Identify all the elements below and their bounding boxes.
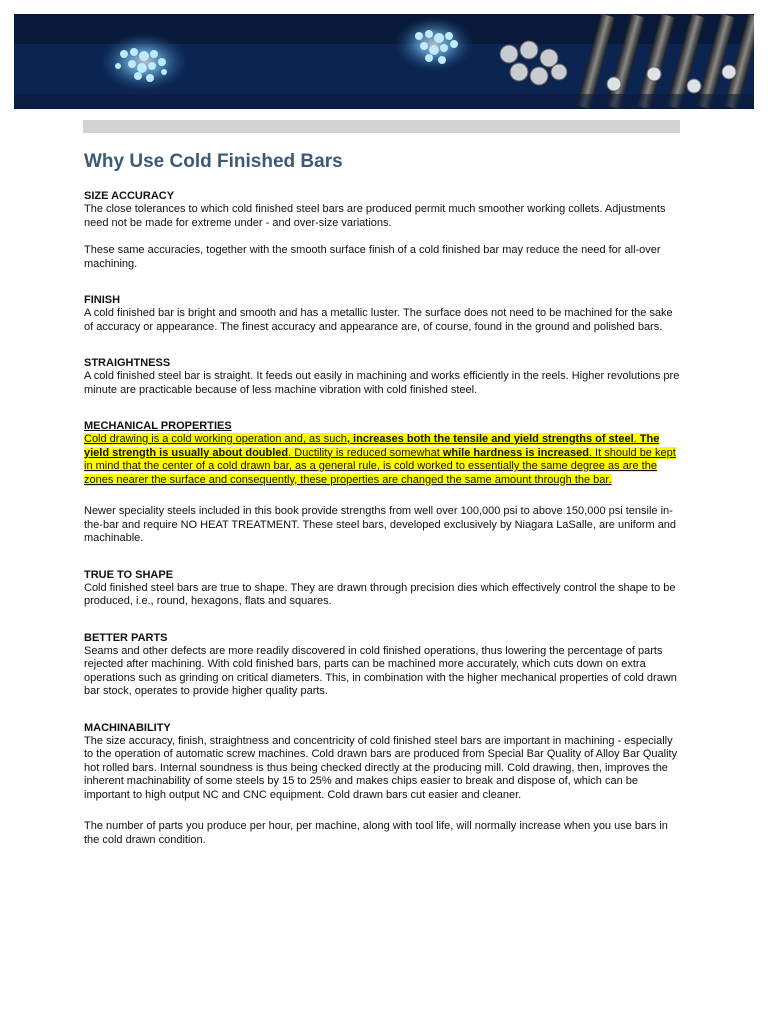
- section-heading: BETTER PARTS: [84, 631, 168, 644]
- paragraph: The size accuracy, finish, straightness and concentricity of cold finished steel bars are important in machining - especially to the operation of automatic screw machines. Cold drawn bars are produced from Special Bar Quality of Alloy Bar Quality hot rolled bars. Internal soundness is thus being checked directly at the producing mill. Cold drawing, then, improves the inherent machinability of some steels by 15 to 25% and makes chips easier to break and dispose of, which can be important to high output NC and CNC equipment. Cold drawn bars cut easier and cleaner.: [84, 734, 678, 801]
- section-finish: [84, 294, 680, 334]
- highlighted-paragraph: [84, 433, 680, 487]
- page-title: Why Use Cold Finished Bars: [84, 151, 343, 172]
- section-machinability: [84, 722, 680, 803]
- section-true-to-shape: [84, 569, 680, 609]
- paragraph: These same accuracies, together with the smooth surface finish of a cold finished bar may reduce the need for all-over machining.: [84, 244, 661, 270]
- article: [84, 150, 680, 861]
- header-banner-image: [14, 14, 754, 109]
- paragraph: The close tolerances to which cold finished steel bars are produced permit much smoother working collets. Adjustments need not be made for extreme under - and over-size variations.: [84, 203, 666, 229]
- section-heading: TRUE TO SHAPE: [84, 568, 174, 581]
- section-heading: STRAIGHTNESS: [84, 357, 171, 369]
- divider-bar: [83, 120, 680, 133]
- paragraph: Newer speciality steels included in this book provide strengths from well over 100,000 psi to above 150,000 psi tensile in-the-bar and require NO HEAT TREATMENT. These steel bars, developed exclusively by Niagara LaSalle, are uniform and machinable.: [84, 505, 677, 544]
- section-heading: MECHANICAL PROPERTIES: [84, 420, 232, 432]
- section-better-parts: [84, 632, 680, 699]
- highlight-text: Cold drawing is a cold working operation and, as such: [84, 433, 347, 445]
- highlight-text: .: [633, 433, 640, 445]
- steel-bars-illustration: [14, 14, 754, 109]
- paragraph: A cold finished bar is bright and smooth and has a metallic luster. The surface does not need to be machined for the sake of accuracy or appearance. The finest accuracy and appearance are, of course, found in the ground and polished bars.: [84, 307, 673, 333]
- section-straightness: [84, 357, 680, 397]
- highlight-bold-text: , increases both the tensile and yield strengths of steel: [346, 433, 634, 445]
- section-heading: FINISH: [84, 294, 121, 306]
- section-heading: SIZE ACCURACY: [84, 190, 175, 202]
- highlight-bold-text: The yield strength is usually about doubled: [84, 433, 660, 459]
- paragraph: Seams and other defects are more readily discovered in cold finished operations, thus lowering the percentage of parts rejected after machining. With cold finished bars, parts can be machined more accurately, which cuts down on extra operations such as grinding on critical diameters. This, in combination with the higher mechanical properties of cold drawn bar stock, operates to provide higher quality parts.: [84, 644, 677, 697]
- section-mechanical-properties: [84, 420, 680, 487]
- highlight-bold-text: [443, 447, 589, 459]
- highlight-text: . Ductility is reduced somewhat: [288, 446, 443, 459]
- highlight-bold-text: while hardness is increased: [442, 446, 589, 459]
- paragraph: Cold finished steel bars are true to shape. They are drawn through precision dies which effectively control the shape to be produced, i.e., round, hexagons, flats and squares.: [84, 581, 676, 607]
- highlight-bold-text: [347, 433, 634, 445]
- paragraph: A cold finished steel bar is straight. It feeds out easily in machining and works efficiently in the reels. Higher revolutions pre minute are practicable because of less machine vibration with cold finished steel.: [84, 370, 680, 396]
- paragraph: The number of parts you produce per hour, per machine, along with tool life, will normally increase when you use bars in the cold drawn condition.: [84, 820, 668, 846]
- section-size-accuracy: [84, 190, 680, 230]
- highlight-text: . It should be kept in mind that the center of a cold drawn bar, as a general rule, is cold worked to essentially the same degree as are the zones nearer the surface and consequently, these properties are changed the same amount through the bar.: [84, 446, 676, 486]
- section-heading: MACHINABILITY: [84, 721, 171, 734]
